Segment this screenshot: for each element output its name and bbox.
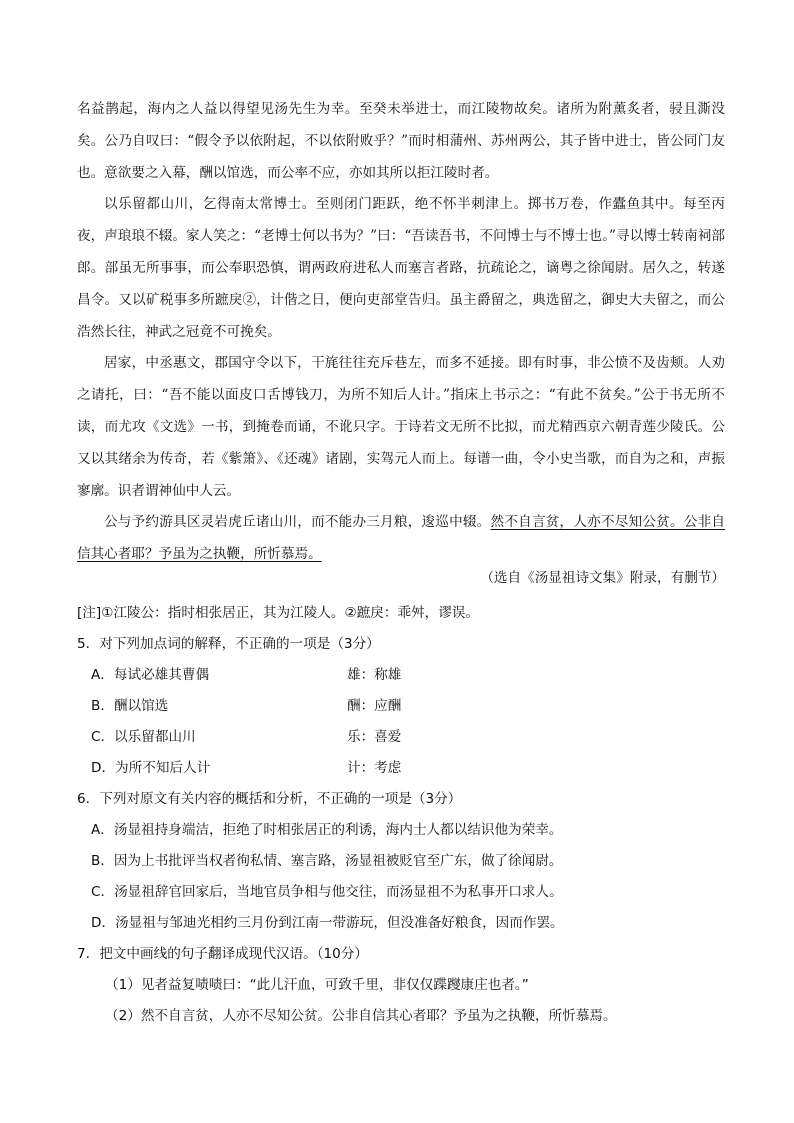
question-7-item-2: （2）然不自言贫，人亦不尽知公贫。公非自信其心者耶？予虽为之执鞭，所忻慕焉。 xyxy=(105,1008,617,1024)
source-citation: （选自《汤显祖诗文集》附录，有删节） xyxy=(480,570,725,586)
question-6-option-b: B．因为上书批评当权者徇私情、塞言路，汤显祖被贬官至广东，做了徐闻尉。 xyxy=(91,853,563,869)
passage-paragraph-4-plain: 公与予约游具区灵岩虎丘诸山川，而不能办三月粮，逡巡中辍。 xyxy=(104,514,491,531)
option-gloss: 计：考虑 xyxy=(347,760,402,776)
question-6-option-a: A．汤显祖持身端洁，拒绝了时相张居正的利诱，海内士人都以结识他为荣幸。 xyxy=(91,822,563,838)
option-text: A．每试必雄其曹偶 xyxy=(91,667,210,683)
option-text: D．为所不知后人计 xyxy=(91,760,211,776)
option-gloss: 酬：应酬 xyxy=(347,698,402,714)
question-7-stem: 7．把文中画线的句子翻译成现代汉语。（10分） xyxy=(77,946,369,962)
passage-paragraph-4 xyxy=(77,507,725,571)
option-text: C．以乐留都山川 xyxy=(91,729,196,745)
question-5-option-b xyxy=(77,691,737,722)
option-gloss: 乐：喜爱 xyxy=(347,729,402,745)
question-5-option-c xyxy=(77,722,737,753)
question-5-stem: 5．对下列加点词的解释，不正确的一项是（3分） xyxy=(77,636,380,652)
underlined-sentence: 然不自言贫，人亦不尽知公贫。公非自信其心者耶？予虽为之执鞭，所忻慕焉。 xyxy=(77,514,725,563)
question-6-stem: 6．下列对原文有关内容的概括和分析，不正确的一项是（3分） xyxy=(77,791,462,807)
questions xyxy=(77,598,737,1032)
option-gloss: 雄：称雄 xyxy=(347,667,402,683)
passage-paragraph-2: 以乐留都山川，乞得南太常博士。至则闭门距跃，绝不怀半刺津上。掷书万卷，作蠹鱼其中。每至丙夜，声琅琅不辍。家人笑之：“老博士何以书为？”曰：“吾读吾书，不问博士与不博士也。”寻以博士转南祠部郎。部虽无所事事，而公奉职恐慎，谓两政府进私人而塞言者路，抗疏论之，谪粤之徐闻尉。居久之，转遂昌令。又以矿税事多所蹠戾②，计偕之日，便向吏部堂告归。虽主爵留之，典选留之，御史大夫留之，而公浩然长往，神武之冠竟不可挽矣。 xyxy=(77,196,725,340)
passage xyxy=(77,94,725,571)
question-6-option-d: D．汤显祖与邹迪光相约三月份到江南一带游玩，但没准备好粮食，因而作罢。 xyxy=(91,915,564,931)
annotation-note: [注]①江陵公：指时相张居正，其为江陵人。②蹠戾：乖舛，谬误。 xyxy=(77,605,480,621)
question-6-option-c: C．汤显祖辞官回家后，当地官员争相与他交往，而汤显祖不为私事开口求人。 xyxy=(91,884,563,900)
question-7-item-1: （1）见者益复啧啧曰：“此儿汗血，可致千里，非仅仅蹀躞康庄也者。” xyxy=(105,977,529,993)
option-text: B．酬以馆选 xyxy=(91,698,169,714)
question-5-option-a xyxy=(77,660,737,691)
passage-paragraph-3: 居家，中丞惠文，郡国守令以下，干旄往往充斥巷左，而多不延接。即有时事，非公愤不及齿颊。人劝之请托，曰：“吾不能以面皮口舌博钱刀，为所不知后人计。”指床上书示之：“有此不贫矣。”公于书无所不读，而尤攻《文选》一书，到掩卷而诵，不讹只字。于诗若文无所不比拟，而尤精西京六朝青莲少陵氏。公又以其绪余为传奇，若《紫箫》、《还魂》诸剧，实驾元人而上。每谱一曲，令小史当歌，而自为之和，声振寥廓。识者谓神仙中人云。 xyxy=(77,355,725,499)
passage-paragraph-1: 名益鹊起，海内之人益以得望见汤先生为幸。至癸未举进士，而江陵物故矣。诸所为附薰炙者，骎且澌没矣。公乃自叹曰：“假令予以依附起，不以依附败乎？”而时相蒲州、苏州两公，其子皆中进士，皆公同门友也。意欲要之入幕，酬以馆选，而公率不应，亦如其所以拒江陵时者。 xyxy=(77,101,725,181)
question-5-option-d xyxy=(77,753,737,784)
